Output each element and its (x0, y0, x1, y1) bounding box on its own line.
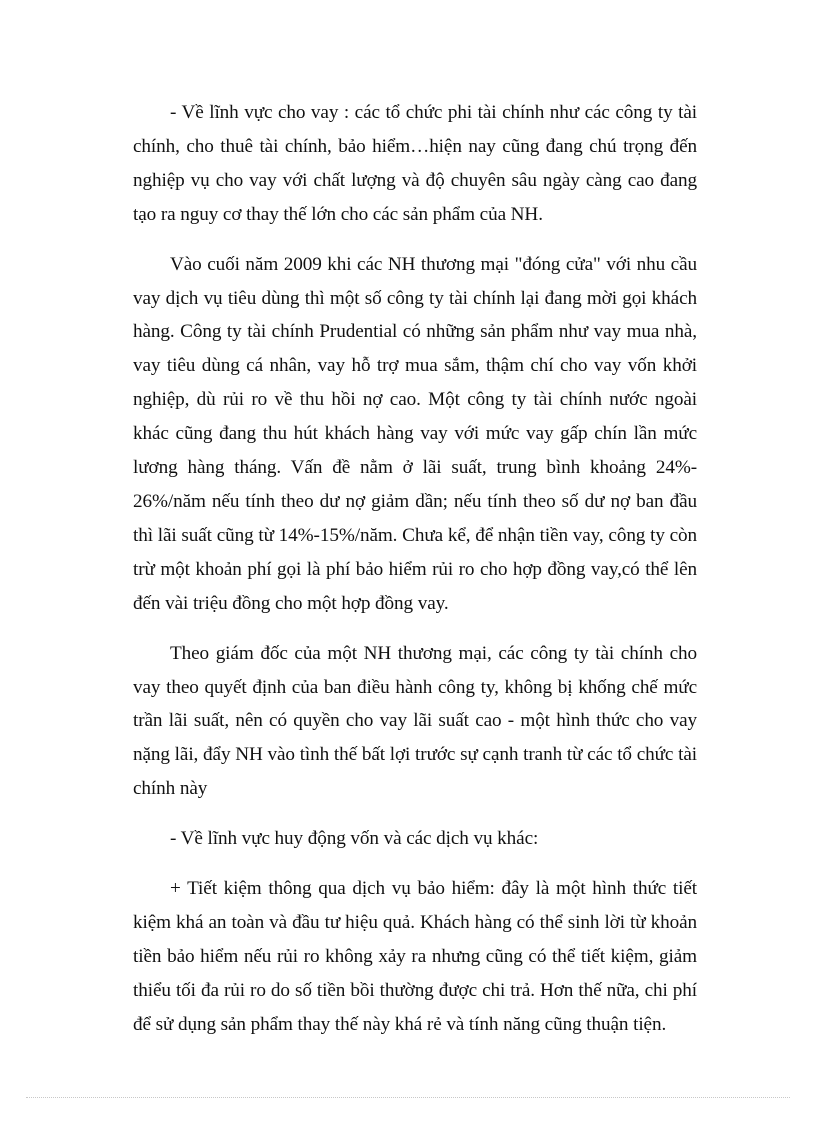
paragraph-bank-director-view: Theo giám đốc của một NH thương mại, các công ty tài chính cho vay theo quyết định của ban điều hành công ty, không bị khống chế mức trần lãi suất, nên có quyền cho vay lãi suất cao - một hình thức cho vay nặng lãi, đẩy NH vào tình thế bất lợi trước sự cạnh tranh từ các tổ chức tài chính này (133, 642, 697, 800)
paragraph-prudential-example: Vào cuối năm 2009 khi các NH thương mại "đóng cửa" với nhu cầu vay dịch vụ tiêu dùng thì một số công ty tài chính lại đang mời gọi khách hàng. Công ty tài chính Prudential có những sản phẩm như vay mua nhà, vay tiêu dùng cá nhân, vay hỗ trợ mua sắm, thậm chí cho vay vốn khởi nghiệp, dù rủi ro về thu hồi nợ cao. Một công ty tài chính nước ngoài khác cũng đang thu hút khách hàng vay với mức vay gấp chín lần mức lương hàng tháng. Vấn đề nằm ở lãi suất, trung bình khoảng 24%- 26%/năm nếu tính theo dư nợ giảm dần; nếu tính theo số dư nợ ban đầu thì lãi suất cũng từ 14%-15%/năm. Chưa kể, để nhận tiền vay, công ty còn trừ một khoản phí gọi là phí bảo hiểm rủi ro cho hợp đồng vay,có thể lên đến vài triệu đồng cho một hợp đồng vay. (133, 253, 697, 614)
paragraph-insurance-savings: + Tiết kiệm thông qua dịch vụ bảo hiểm: đây là một hình thức tiết kiệm khá an toàn và đầu tư hiệu quả. Khách hàng có thể sinh lời từ khoản tiền bảo hiểm nếu rủi ro không xảy ra nhưng cũng có thể tiết kiệm, giảm thiểu tối đa rủi ro do số tiền bồi thường được chi trả. Hơn thế nữa, chi phí để sử dụng sản phẩm thay thế này khá rẻ và tính năng cũng thuận tiện. (133, 878, 697, 1035)
paragraph-lending-sector: - Về lĩnh vực cho vay : các tổ chức phi tài chính như các công ty tài chính, cho thuê tài chính, bảo hiểm…hiện nay cũng đang chú trọng đến nghiệp vụ cho vay với chất lượng và độ chuyên sâu ngày càng cao đang tạo ra nguy cơ thay thế lớn cho các sản phẩm của NH. (133, 102, 697, 225)
document-body (133, 96, 697, 1058)
page-bottom-divider (26, 1097, 790, 1098)
paragraph-capital-mobilization-heading: - Về lĩnh vực huy động vốn và các dịch vụ khác: (170, 828, 539, 850)
